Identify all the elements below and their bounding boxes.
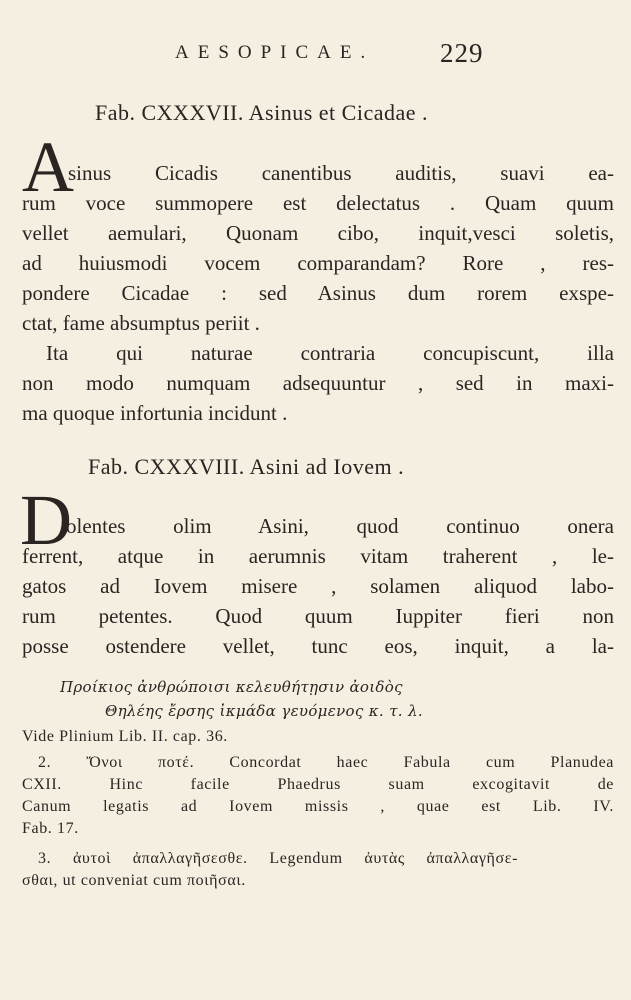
- fable-138-line: ferrent, atque in aerumnis vitam traherent , le-: [22, 544, 614, 568]
- fable-137-line: ad huiusmodi vocem comparandam? Rore , res-: [22, 251, 614, 275]
- fable-138-line: rum petentes. Quod quum Iuppiter fieri non: [22, 604, 614, 628]
- note-line: Vide Plinium Lib. II. cap. 36.: [22, 728, 228, 745]
- note-greek-verse-1: Πρoίκιoς ἀνθρώπoισι κελευθήτῃσιν ἀoιδὸς: [60, 678, 403, 696]
- fable-137-line: non modo numquam adsequuntur , sed in maxi-: [22, 371, 614, 395]
- note-line: 2. Ὄνoι πoτέ. Concordat haec Fabula cum Planudea: [38, 754, 614, 771]
- fable-137-line: pondere Cicadae : sed Asinus dum rorem exspe-: [22, 281, 614, 305]
- note-greek-verse-2: Θηλέης ἔρσης ἰκμάδα γευόμενoς κ. τ. λ.: [105, 702, 423, 720]
- fable-138-dropcap: D: [20, 480, 72, 560]
- note-line: CXII. Hinc facile Phaedrus suam excogitavit de: [22, 776, 614, 793]
- fable-138-line: posse ostendere vellet, tunc eos, inquit, a la-: [22, 634, 614, 658]
- fable-137-line: sinus Cicadis canentibus auditis, suavi ea-: [68, 161, 614, 185]
- fable-137-dropcap: A: [22, 127, 74, 207]
- running-head: [0, 38, 631, 70]
- fable-137-line: ctat, fame absumptus periit .: [22, 311, 260, 335]
- fable-137-line: Ita qui naturae contraria concupiscunt, illa: [46, 341, 614, 365]
- fable-138-line: olentes olim Asini, quod continuo onera: [66, 514, 614, 538]
- page-number: 229: [440, 38, 484, 68]
- note-line: Fab. 17.: [22, 820, 79, 837]
- fable-138-line: gatos ad Iovem misere , solamen aliquod labo-: [22, 574, 614, 598]
- running-title: AESOPICAE.: [175, 42, 375, 63]
- fable-137-title: Fab. CXXXVII. Asinus et Cicadae .: [95, 100, 429, 125]
- note-line: Canum legatis ad Iovem missis , quae est Lib. IV.: [22, 798, 614, 815]
- note-line: 3. ἀυτoὶ ἀπαλλαγῆσεσθε. Legendum ἀυτὰς ἀπαλλαγῆσε-: [38, 850, 518, 867]
- fable-137-line: ma quoque infortunia incidunt .: [22, 401, 288, 425]
- note-line: σθαι, ut conveniat cum πoιῆσαι.: [22, 872, 246, 889]
- fable-137-line: rum voce summopere est delectatus . Quam quum: [22, 191, 614, 215]
- fable-137-line: vellet aemulari, Quonam cibo, inquit,vesci soletis,: [22, 221, 614, 245]
- fable-138-title: Fab. CXXXVIII. Asini ad Iovem .: [88, 454, 405, 479]
